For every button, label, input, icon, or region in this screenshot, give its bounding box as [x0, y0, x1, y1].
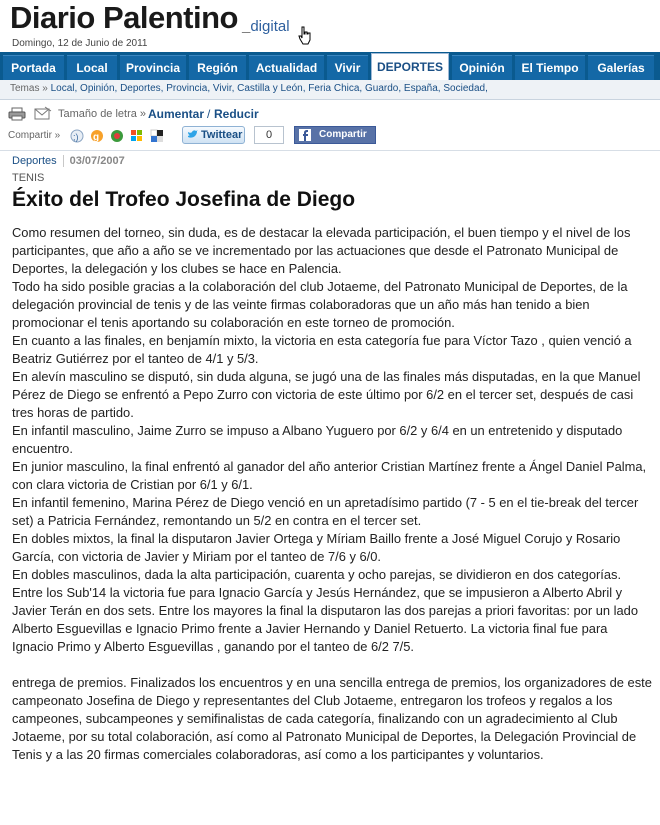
decrease-font-link[interactable]: Reducir — [214, 107, 259, 121]
article-closing-paragraph: entrega de premios. Finalizados los encuentros y en una sencilla entrega de premios, los organizadores de este campeonato Josefina de Diego y representantes del Club Jotaeme, entregaron los trofeos y regalos a los campeones, subcampeones y semifinalistas de cada categoría, finalizando con un agradecimiento al Club Jotaeme, por su total colaboración, así como al Patronato Municipal de Deportes, la Delegación Provincial de Tenis y a las 20 firmas comerciales colaboradoras, así como a los participantes y voluntarios. — [12, 675, 652, 762]
delicious-icon[interactable] — [150, 129, 164, 143]
nav-item-el-tiempo[interactable]: El Tiempo — [515, 55, 585, 80]
topics-label: Temas » — [10, 83, 48, 94]
article-paragraph: Todo ha sido posible gracias a la colaboración del club Jotaeme, del Patronato Municipal de Deportes, de la delegación provincial de tenis y de las veinte firmas colaboradoras que un año más han tenido a bien promocionar el tenis aportando su colaboración en este torneo de promoción. — [12, 279, 628, 330]
article-paragraph: En infantil masculino, Jaime Zurro se impuso a Albano Yuguero por 6/2 y 6/4 en un entretenido y disputado encuentro. — [12, 423, 623, 456]
logo-suffix-text: digital — [250, 18, 290, 35]
paragraph-gap — [12, 656, 652, 674]
share-label: Compartir » — [8, 130, 61, 141]
section-link[interactable]: Deportes — [6, 155, 64, 167]
facebook-share-button[interactable] — [294, 126, 376, 144]
nav-item-actualidad[interactable]: Actualidad — [249, 55, 324, 80]
site-logo[interactable]: Diario Palentino — [10, 0, 238, 35]
article-paragraph: En dobles mixtos, la final la disputaron Javier Ortega y Míriam Baillo frente a José Miguel Corujo y Rosario García, con victoria de Javier y Miriam por el tanteo de 7/6 y 6/0. — [12, 531, 621, 564]
nav-item-galerias[interactable]: Galerías — [588, 55, 654, 80]
nav-item-portada[interactable]: Portada — [3, 55, 64, 80]
svg-text:;): ;) — [73, 132, 79, 142]
site-header — [0, 0, 660, 52]
technorati-icon[interactable] — [110, 129, 124, 143]
current-date: Domingo, 12 de Junio de 2011 — [12, 38, 148, 49]
nav-item-deportes[interactable]: DEPORTES — [371, 53, 449, 80]
article-tools — [0, 104, 660, 124]
nav-item-local[interactable]: Local — [67, 55, 117, 80]
twitter-label: Twittear — [201, 129, 243, 141]
envelope-icon[interactable] — [34, 106, 52, 121]
topics-bar — [0, 80, 660, 100]
article-paragraph: En infantil femenino, Marina Pérez de Diego venció en un apretadísimo partido (7 - 5 en el tie-break del tercer set) a Patricia Fernández, remontando un 5/2 en contra en el tercer set. — [12, 495, 639, 528]
share-divider — [0, 150, 660, 151]
article-paragraph: En dobles masculinos, dada la alta participación, cuarenta y ocho parejas, se dividieron en dos categorías. Entre los Sub'14 la victoria fue para Ignacio García y Jesús Hernández, que se impusieron a Alberto Abril y Javier Terán en dos sets. Entre los mayores la final la disputaron las dos parejas a priori favoritas: por un lado Alberto Esguevillas e Ignacio Primo frente a Javier Hernando y Daniel Retuerto. La victoria final fue para Ignacio Primo y Alberto Esguevillas , ganando por el tanteo de 6/2 7/5. — [12, 567, 639, 654]
nav-item-vivir[interactable]: Vivir — [327, 55, 368, 80]
share-bar — [0, 126, 660, 148]
twitter-bird-icon — [187, 130, 199, 140]
facebook-label: Compartir — [319, 129, 367, 140]
svg-text:g: g — [93, 132, 100, 143]
article-paragraph: Como resumen del torneo, sin duda, es de destacar la elevada participación, el buen tiempo y el nivel de los participantes, que año a año se ve incrementado por las actuaciones que desde el Patronato Municipal de Deportes, la delegación y los clubes se hace en Palencia. — [12, 225, 631, 276]
font-separator: / — [207, 107, 211, 121]
article-paragraph: En junior masculino, la final enfrentó al ganador del año anterior Cristian Martínez frente a Ángel Daniel Palma, con clara victoria de Cristian por 6/1 y 6/1. — [12, 459, 647, 492]
article-paragraph: En cuanto a las finales, en benjamín mixto, la victoria en esta categoría fue para Víctor Tazo , quien venció a Beatriz Gutiérrez por el tanteo de 4/1 y 5/3. — [12, 333, 632, 366]
facebook-icon — [299, 129, 311, 141]
site-logo-suffix[interactable]: _digital — [242, 18, 290, 35]
twitter-share-button[interactable] — [182, 126, 245, 144]
nav-item-provincia[interactable]: Provincia — [120, 55, 186, 80]
blogger-icon[interactable] — [90, 129, 104, 143]
font-size-label: Tamaño de letra » — [58, 108, 147, 120]
topics-links[interactable]: Local, Opinión, Deportes, Provincia, Vivir, Castilla y León, Feria Chica, Guardo, España, Sociedad, — [50, 83, 488, 94]
printer-icon[interactable] — [8, 107, 26, 121]
article-date: 03/07/2007 — [69, 155, 125, 167]
hand-pointer-icon — [298, 26, 312, 46]
article-meta — [6, 153, 131, 171]
article-body — [12, 224, 652, 764]
article-paragraph: En alevín masculino se disputó, sin duda alguna, se jugó una de las finales más disputadas, en la que Manuel Pérez de Diego se enfrentó a Pepo Zurro con victoria de este último por 6/2 en el tercer set, después de casi tres horas de partido. — [12, 369, 641, 420]
nav-item-opinion[interactable]: Opinión — [452, 55, 512, 80]
article-kicker: TENIS — [12, 172, 45, 184]
increase-font-link[interactable]: Aumentar — [148, 107, 205, 121]
main-nav — [0, 52, 660, 80]
nav-item-region[interactable]: Región — [189, 55, 246, 80]
twitter-count: 0 — [254, 126, 284, 144]
article-title: Éxito del Trofeo Josefina de Diego — [12, 188, 356, 211]
meneame-icon[interactable] — [70, 129, 84, 143]
windows-live-icon[interactable] — [130, 129, 144, 143]
